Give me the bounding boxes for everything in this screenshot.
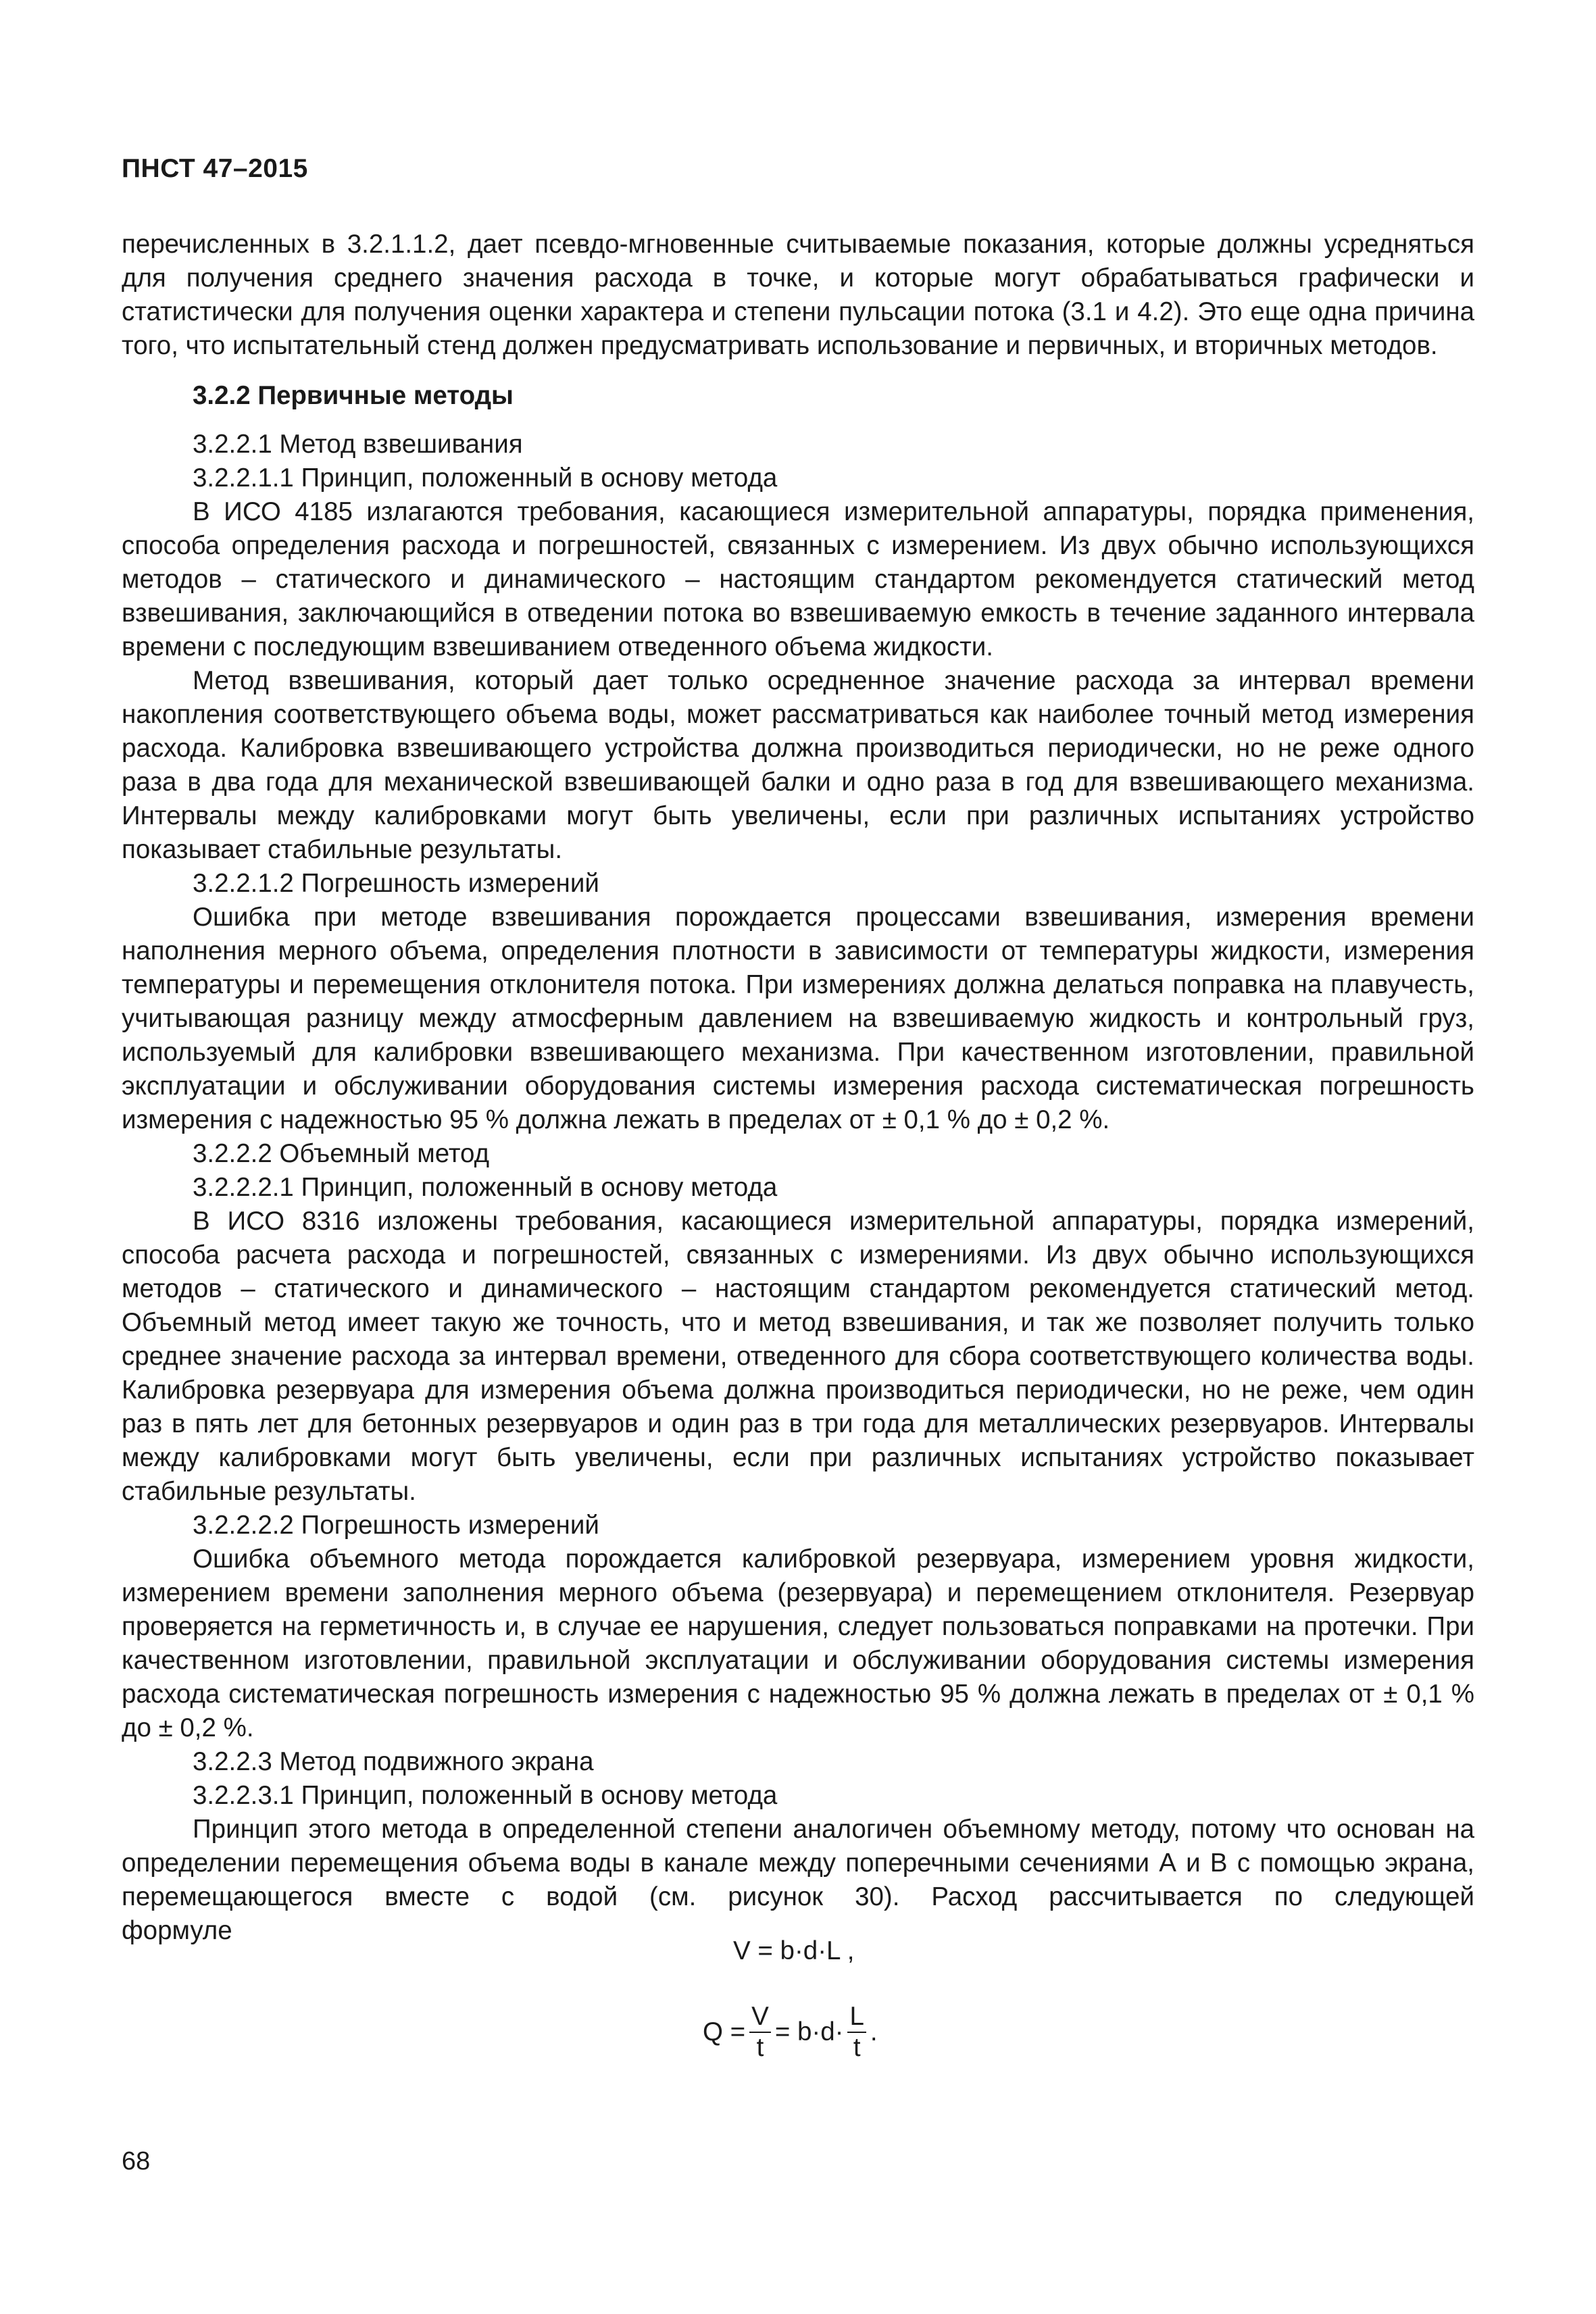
subsection-heading-moving-screen-method: 3.2.2.3 Метод подвижного экрана xyxy=(193,1747,594,1776)
document-code-header: ПНСТ 47–2015 xyxy=(122,154,308,183)
fraction-l-over-t xyxy=(847,2002,866,2063)
fraction-denominator-t2: t xyxy=(853,2033,861,2062)
subsection-heading-volumetric-error: 3.2.2.2.2 Погрешность измерений xyxy=(193,1511,599,1540)
formula-flow-rate xyxy=(703,2002,1474,2063)
paragraph-iso-4185: В ИСО 4185 излагаются требования, касающиеся измерительной аппаратуры, порядка применения, способа определения расхода и погрешностей, связанных с измерением. Из двух обычно использующихся методов – статического и динамического – настоящим стандартом рекомендуется статический метод взвешивания, заключающийся в отведении потока во взвешиваемую емкость в течение заданного интервала времени с последующим взвешиванием отведенного объема жидкости. xyxy=(122,497,1474,661)
paragraph-weighing-method: Метод взвешивания, который дает только осредненное значение расхода за интервал времени накопления соответствующего объема воды, может рассматриваться как наиболее точный метод измерения расхода. Калибровка взвешивающего устройства должна производиться периодически, но не реже одного раза в два года для механической взвешивающей балки и одно раза в год для взвешивающего механизма. Интервалы между калибровками могут быть увеличены, если при различных испытаниях устройство показывает стабильные результаты. xyxy=(122,666,1474,864)
subsection-heading-volumetric-principle: 3.2.2.2.1 Принцип, положенный в основу метода xyxy=(193,1173,778,1202)
subsection-heading-moving-screen-principle: 3.2.2.3.1 Принцип, положенный в основу метода xyxy=(193,1781,778,1810)
fraction-numerator-l: L xyxy=(847,2002,866,2033)
paragraph-continuation: перечисленных в 3.2.1.1.2, дает псевдо-мгновенные считываемые показания, которые должны усредняться для получения среднего значения расхода в точке, и которые могут обрабатываться графически и статистически для получения оценки характера и степени пульсации потока (3.1 и 4.2). Это еще одна причина того, что испытательный стенд должен предусматривать использование и первичных, и вторичных методов. xyxy=(122,230,1474,360)
fraction-denominator-t: t xyxy=(756,2033,764,2062)
paragraph-weighing-error: Ошибка при методе взвешивания порождается процессами взвешивания, измерения времени наполнения мерного объема, определения плотности в зависимости от температуры жидкости, измерения температуры и перемещения отклонителя потока. При измерениях должна делаться поправка на плавучесть, учитывающая разницу между атмосферным давлением на взвешиваемую жидкость и контрольный груз, используемый для калибровки взвешивающего механизма. При качественном изготовлении, правильной эксплуатации и обслуживании оборудования системы измерения расхода систематическая погрешность измерения с надежностью 95 % должна лежать в пределах от ± 0,1 % до ± 0,2 %. xyxy=(122,903,1474,1134)
paragraph-moving-screen: Принцип этого метода в определенной степени аналогичен объемному методу, потому что основан на определении перемещения объема воды в канале между поперечными сечениями А и В с помощью экрана, перемещающегося вместе с водой (см. рисунок 30). Расход рассчитывается по следующей xyxy=(122,1815,1474,1911)
subsection-heading-principle: 3.2.2.1.1 Принцип, положенный в основу метода xyxy=(193,463,778,493)
formula-flow-lhs: Q = xyxy=(703,2017,746,2046)
formula-intro-word: формуле xyxy=(122,1916,232,1945)
document-body xyxy=(122,228,1474,2063)
formula-flow-middle: = b·d· xyxy=(774,2017,844,2046)
paragraph-iso-8316: В ИСО 8316 изложены требования, касающиеся измерительной аппаратуры, порядка измерений, способа расчета расхода и погрешностей, связанных с измерениями. Из двух обычно использующихся методов – статического и динамического – настоящим стандартом рекомендуется статический метод. Объемный метод имеет такую же точность, что и метод взвешивания, и так же позволяет получить только среднее значение расхода за интервал времени, отведенного для сбора соответствующего количества воды. Калибровка резервуара для измерения объема должна производиться периодически, но не реже, чем один раз в пять лет для бетонных резервуаров и один раз в три года для металлических резервуаров. Интервалы между калибровками могут быть увеличены, если при различных испытаниях устройство показывает стабильные результаты. xyxy=(122,1207,1474,1506)
formula-flow-end: . xyxy=(870,2017,878,2046)
subsection-heading-weighing-method: 3.2.2.1 Метод взвешивания xyxy=(193,430,523,459)
formula-volume: V = b·d·L , xyxy=(733,1936,855,1965)
page-number: 68 xyxy=(122,2147,151,2175)
fraction-v-over-t xyxy=(749,2002,771,2063)
section-heading-primary-methods: 3.2.2 Первичные методы xyxy=(193,381,514,410)
subsection-heading-measurement-error: 3.2.2.1.2 Погрешность измерений xyxy=(193,869,599,898)
paragraph-volumetric-error: Ошибка объемного метода порождается калибровкой резервуара, измерением уровня жидкости, измерением времени заполнения мерного объема (резервуара) и перемещением отклонителя. Резервуар проверяется на герметичность и, в случае ее нарушения, следует пользоваться поправками на протечки. При качественном изготовлении, правильной эксплуатации и обслуживании оборудования системы измерения расхода систематическая погрешность измерения с надежностью 95 % должна лежать в пределах от ± 0,1 % до ± 0,2 %. xyxy=(122,1544,1474,1742)
fraction-numerator-v: V xyxy=(749,2002,771,2033)
subsection-heading-volumetric-method: 3.2.2.2 Объемный метод xyxy=(193,1139,490,1168)
formula-line-1 xyxy=(122,1914,1474,1982)
